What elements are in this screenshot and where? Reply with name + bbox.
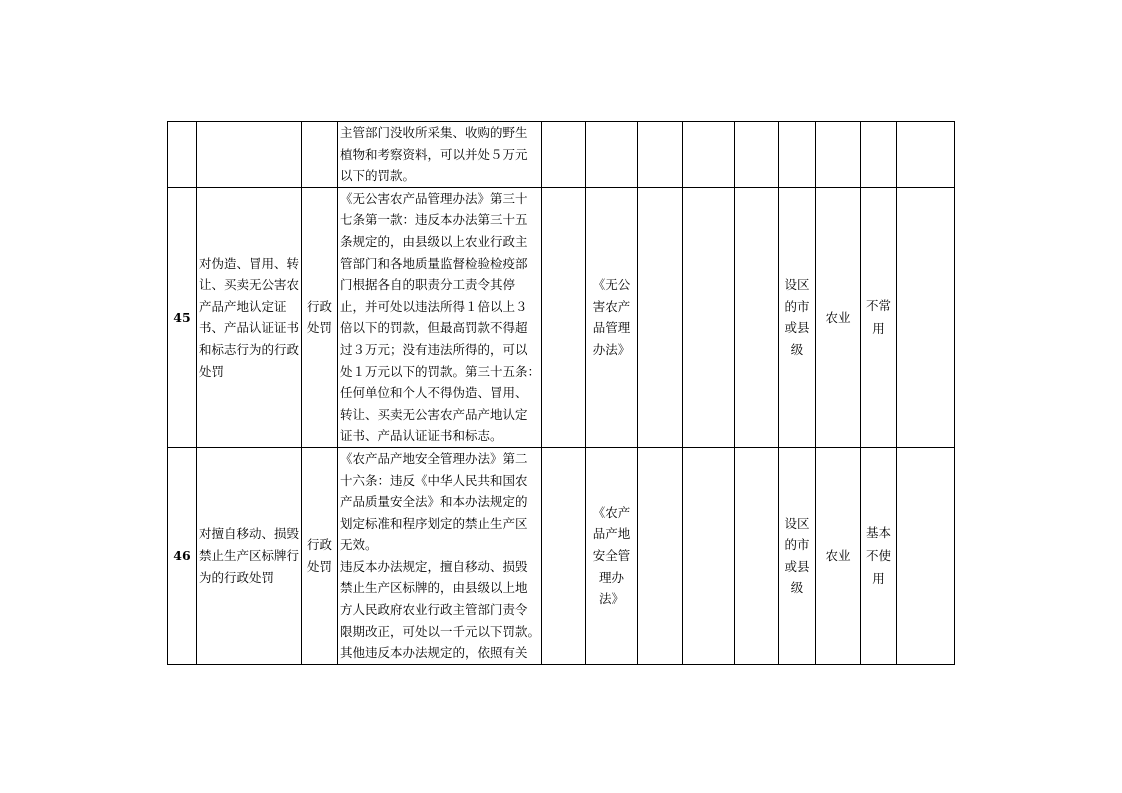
empty-cell [542,122,586,188]
basis-line: 无效。 [340,537,378,553]
legal-basis [338,447,542,664]
usage-frequency [861,122,897,188]
table-row [168,447,955,664]
basis-line: 以下的罚款。 [340,168,416,184]
item-type: 行政处罚 [302,447,338,664]
basis-line: 限期改正，可处以一千元以下罚款。 [340,623,541,639]
usage-frequency: 不常用 [861,187,897,447]
empty-cell [735,122,779,188]
basis-line: 倍以下的罚款，但最高罚款不得超 [340,320,528,336]
basis-line: 过３万元；没有违法所得的，可以 [340,341,528,357]
basis-line: 划定标准和程序划定的禁止生产区 [340,515,528,531]
basis-line: 主管部门没收所采集、收购的野生 [340,125,528,140]
basis-line: 止，并可处以违法所得１倍以上３ [340,298,528,314]
enforcement-level [779,122,816,188]
empty-cell [638,122,683,188]
basis-line: 条规定的，由县级以上农业行政主 [340,233,528,249]
basis-line: 管部门和各地质量监督检验检疫部 [340,255,528,271]
table-row [168,122,955,188]
usage-frequency: 基本不使用 [861,447,897,664]
department [816,122,861,188]
enforcement-level: 设区的市或县级 [779,187,816,447]
item-type: 行政处罚 [302,187,338,447]
basis-line: 十六条：违反《中华人民共和国农 [340,472,528,488]
empty-cell [542,447,586,664]
empty-cell [897,447,955,664]
item-type [302,122,338,188]
empty-cell [683,122,735,188]
empty-cell [683,447,735,664]
enforcement-table [167,121,955,665]
empty-cell [638,447,683,664]
legal-basis [338,122,542,188]
basis-line: 《无公害农产品管理办法》第三十 [340,190,528,206]
empty-cell [542,187,586,447]
basis-line: 处１万元以下的罚款。第三十五条： [340,363,541,379]
empty-cell [897,187,955,447]
basis-line: 证书、产品认证证书和标志。 [340,428,503,444]
basis-line: 违反本办法规定，擅自移动、损毁 [340,558,528,574]
row-number: 46 [168,447,197,664]
basis-line: 任何单位和个人不得伪造、冒用、 [340,385,528,401]
department: 农业 [816,447,861,664]
basis-line: 其他违反本办法规定的，依照有关 [340,645,528,661]
item-name: 对擅自移动、损毁禁止生产区标牌行为的行政处罚 [197,447,302,664]
row-number [168,122,197,188]
empty-cell [638,187,683,447]
empty-cell [897,122,955,188]
item-name: 对伪造、冒用、转让、买卖无公害农产品产地认定证书、产品认证证书和标志行为的行政处罚 [197,187,302,447]
basis-line: 方人民政府农业行政主管部门责令 [340,602,528,618]
law-name: 《无公害农产品管理办法》 [586,187,638,447]
law-name: 《农产品产地安全管理办法》 [586,447,638,664]
empty-cell [735,187,779,447]
basis-line: 《农产品产地安全管理办法》第二 [340,450,528,466]
basis-line: 门根据各自的职责分工责令其停 [340,277,516,293]
basis-line: 七条第一款：违反本办法第三十五 [340,212,528,228]
empty-cell [735,447,779,664]
basis-line: 禁止生产区标牌的，由县级以上地 [340,580,528,596]
row-number: 45 [168,187,197,447]
basis-line: 植物和考察资料，可以并处５万元 [340,146,528,162]
department: 农业 [816,187,861,447]
table-row [168,187,955,447]
law-name [586,122,638,188]
item-name [197,122,302,188]
basis-line: 产品质量安全法》和本办法规定的 [340,494,528,510]
enforcement-level: 设区的市或县级 [779,447,816,664]
empty-cell [683,187,735,447]
basis-line: 转让、买卖无公害农产品产地认定 [340,406,528,422]
legal-basis [338,187,542,447]
